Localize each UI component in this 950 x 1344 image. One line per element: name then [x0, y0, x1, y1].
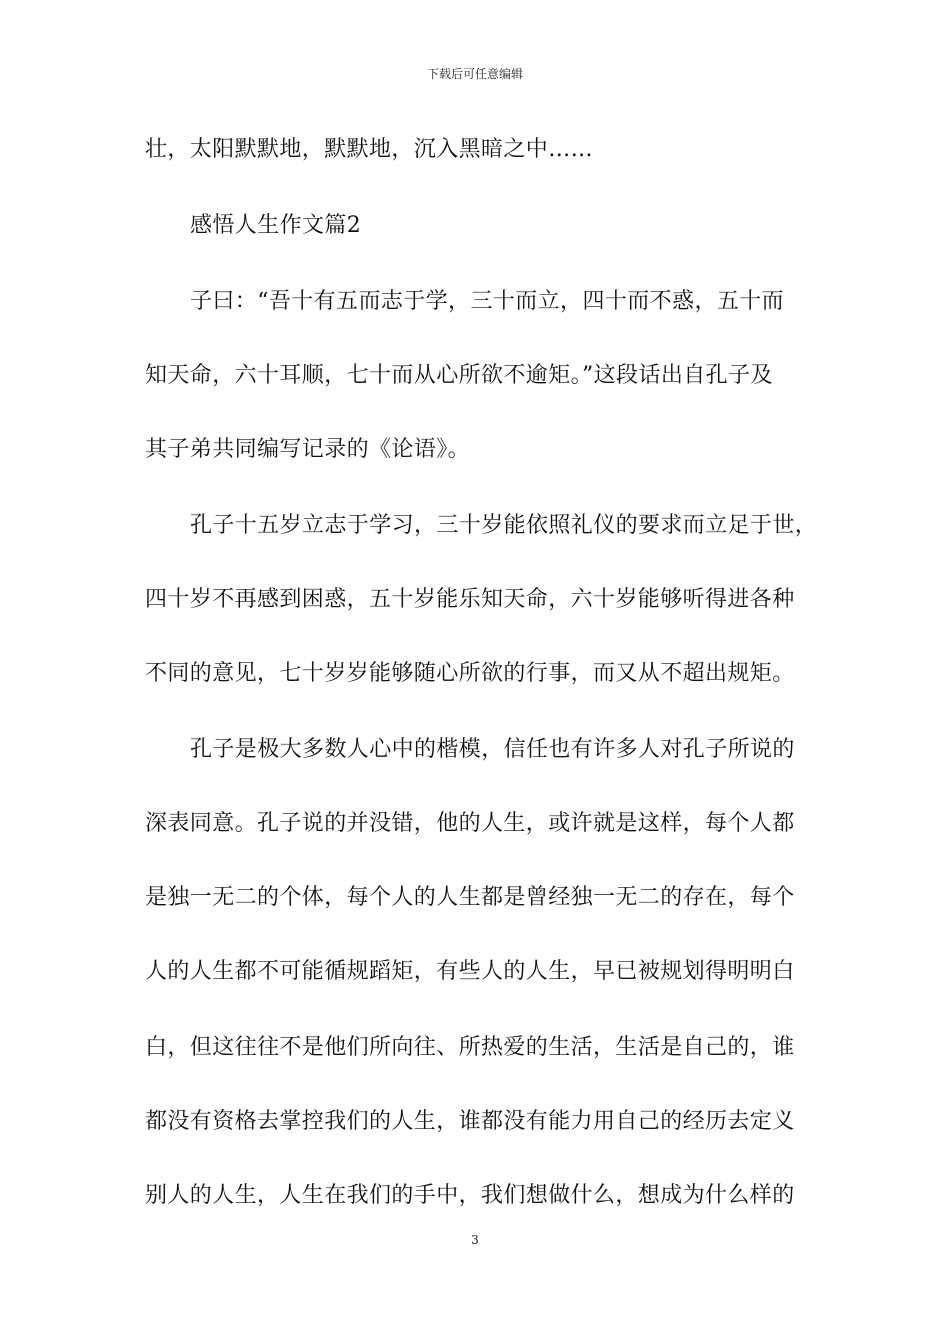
text-line: 其子弟共同编写记录的《论语》。 — [145, 437, 471, 462]
text-line: 别人的人生，人生在我们的手中，我们想做什么，想成为什么样的 — [145, 1183, 795, 1208]
text-line: 是独一无二的个体，每个人的人生都是曾经独一无二的存在，每个 — [145, 885, 795, 910]
text-line: 四十岁不再感到困惑，五十岁能乐知天命，六十岁能够听得进各种 — [145, 587, 795, 612]
text-line: 子曰：“吾十有五而志于学，三十而立，四十而不惑，五十而 — [190, 289, 785, 314]
text-line: 孔子是极大多数人心中的楷模，信任也有许多人对孔子所说的 — [190, 737, 795, 762]
page-number: 3 — [471, 1233, 479, 1247]
page-header: 下载后可任意编辑 — [426, 67, 523, 81]
text-line: 深表同意。孔子说的并没错，他的人生，或许就是这样，每个人都 — [145, 811, 795, 836]
text-line: 壮，太阳默默地，默默地，沉入黑暗之中…… — [145, 137, 594, 162]
text-line: 孔子十五岁立志于学习，三十岁能依照礼仪的要求而立足于世， — [190, 513, 818, 538]
text-line: 人的人生都不可能循规蹈矩，有些人的人生，早已被规划得明明白 — [145, 959, 795, 984]
text-line: 白，但这往往不是他们所向往、所热爱的生活，生活是自己的，谁 — [145, 1035, 795, 1060]
section-title: 感悟人生作文篇2 — [190, 213, 362, 238]
text-line: 都没有资格去掌控我们的人生，谁都没有能力用自己的经历去定义 — [145, 1109, 795, 1134]
text-line: 不同的意见，七十岁岁能够随心所欲的行事，而又从不超出规矩。 — [145, 661, 795, 686]
text-line: 知天命，六十耳顺，七十而从心所欲不逾矩。”这段话出自孔子及 — [145, 363, 773, 388]
